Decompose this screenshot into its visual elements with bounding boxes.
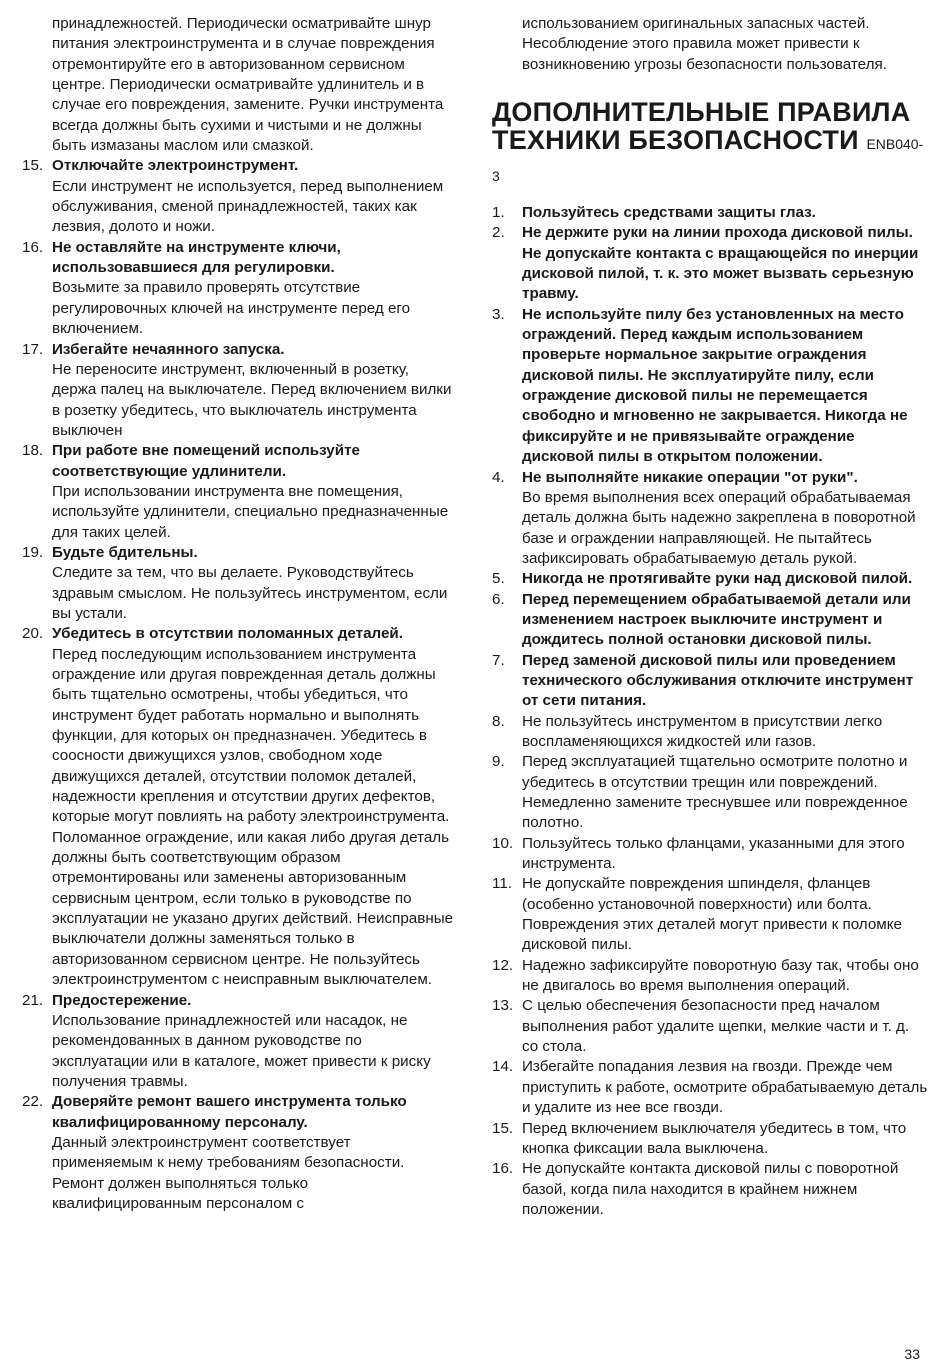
item-body — [522, 203, 928, 223]
heading-line-1: ДОПОЛНИТЕЛЬНЫЕ ПРАВИЛА — [492, 97, 911, 128]
item-text: Во время выполнения всех операций обрабатываемая деталь должна быть надежно закреплена в поворотной базе и ограждении направляющей. Не пытайтесь зафиксировать обрабатываемую деталь рукой. — [522, 488, 916, 567]
item-body — [522, 712, 928, 753]
list-item — [22, 156, 454, 237]
item-text: С целью обеспечения безопасности пред началом выполнения работ удалите щепки, мелкие части и т. д. со стола. — [522, 997, 910, 1056]
item-number: 3. — [492, 305, 505, 323]
list-item — [22, 340, 454, 442]
item-body — [52, 543, 454, 624]
item-bold-title: Убедитесь в отсутствии поломанных деталей. — [52, 625, 403, 643]
item-number: 6. — [492, 590, 505, 608]
item-number: 19. — [22, 543, 44, 561]
item-body — [522, 996, 928, 1057]
item-number: 16. — [492, 1160, 514, 1178]
item-bold-title: Доверяйте ремонт вашего инструмента только квалифицированному персоналу. — [52, 1093, 407, 1131]
item-bold-title: Не выполняйте никакие операции "от руки". — [522, 468, 858, 486]
item-text: Использование принадлежностей или насадок, не рекомендованных в данном руководстве по эксплуатации или в каталоге, может привести к риску получения травмы. — [52, 1011, 431, 1090]
item-number: 1. — [492, 204, 505, 222]
item-bold-title: Перед заменой дисковой пилы или проведением технического обслуживания отключите инструмент от сети питания. — [522, 651, 914, 710]
item-number: 2. — [492, 224, 505, 242]
item-text: Следите за тем, что вы делаете. Руководствуйтесь здравым смыслом. Не пользуйтесь инструментом, если вы устали. — [52, 564, 448, 622]
item-text: Избегайте попадания лезвия на гвозди. Прежде чем приступить к работе, осмотрите обрабатываемую деталь и удалите из нее все гвозди. — [522, 1058, 928, 1117]
item-body — [52, 441, 454, 543]
item-text: Пользуйтесь только фланцами, указанными для этого инструмента. — [522, 834, 905, 873]
list-item — [492, 996, 928, 1057]
item-number: 11. — [492, 875, 512, 893]
item-bold-title: Будьте бдительны. — [52, 543, 198, 561]
list-item — [492, 203, 928, 223]
item-bold-title: При работе вне помещений используйте соответствующие удлинители. — [52, 442, 360, 480]
item-bold-title: Не держите руки на линии прохода дисковой пилы. Не допускайте контакта с вращающейся по инерции дисковой пилой, т. к. это может вызвать серьезную травму. — [522, 224, 919, 303]
item-number: 12. — [492, 956, 514, 974]
heading-code: ENB040-3 — [492, 136, 924, 185]
left-intro-paragraph: принадлежностей. Периодически осматривайте шнур питания электроинструмента и в случае повреждения отремонтируйте его в авторизованном сервисном центре. Периодически осматривайте удлинитель и в случае его повреждения, замените. Ручки инструмента всегда должны быть сухими и чистыми и не должны быть измазаны маслом или смазкой. — [52, 15, 444, 155]
item-number: 22. — [22, 1093, 44, 1111]
list-item — [492, 956, 928, 997]
item-number: 4. — [492, 468, 505, 486]
item-body — [522, 223, 928, 304]
list-item — [492, 752, 928, 833]
item-number: 21. — [22, 991, 44, 1009]
item-text: Не допускайте повреждения шпинделя, фланцев (особенно установочной поверхности) или болта. Повреждения этих деталей могут привести к поломке дисковой пилы. — [522, 875, 902, 954]
item-body — [522, 651, 928, 712]
item-text: Не переносите инструмент, включенный в розетку, держа палец на выключателе. Перед включением вилки в розетку убедитесь, что выключатель инструмента выключен — [52, 360, 452, 439]
item-number: 10. — [492, 834, 514, 852]
list-item — [492, 874, 928, 955]
item-text: Надежно зафиксируйте поворотную базу так, чтобы оно не двигалось во время выполнения операций. — [522, 956, 919, 995]
item-bold-title: Отключайте электроинструмент. — [52, 157, 299, 175]
item-body — [522, 956, 928, 997]
list-item — [492, 834, 928, 875]
list-item — [492, 590, 928, 651]
item-body — [52, 156, 454, 237]
list-item — [22, 441, 454, 543]
list-item — [492, 712, 928, 753]
item-text: Перед включением выключателя убедитесь в том, что кнопка фиксации вала выключена. — [522, 1119, 907, 1157]
heading-line-2: ТЕХНИКИ БЕЗОПАСНОСТИ — [492, 125, 859, 156]
item-number: 13. — [492, 997, 514, 1015]
item-body — [52, 624, 454, 990]
item-number: 18. — [22, 442, 44, 460]
item-body — [522, 834, 928, 875]
item-text: Данный электроинструмент соответствует применяемым к нему требованиям безопасности. Ремонт должен выполняться только квалифицированным персоналом с — [52, 1133, 405, 1212]
item-text: Если инструмент не используется, перед выполнением обслуживания, сменой принадлежностей, таких как лезвия, долото и ножи. — [52, 177, 444, 236]
section-heading — [492, 98, 928, 190]
list-item — [492, 468, 928, 570]
item-bold-title: Никогда не протягивайте руки над дисковой пилой. — [522, 570, 913, 588]
item-body — [522, 468, 928, 570]
item-number: 7. — [492, 651, 505, 669]
item-body — [522, 752, 928, 833]
item-body — [522, 1057, 928, 1118]
item-number: 20. — [22, 625, 44, 643]
list-item — [492, 223, 928, 304]
item-text: Перед эксплуатацией тщательно осмотрите полотно и убедитесь в отсутствии трещин или повреждений. Немедленно замените треснувшее или поврежденное полотно. — [522, 753, 908, 832]
right-list — [492, 203, 928, 1220]
list-item — [492, 1159, 928, 1220]
item-bold-title: Избегайте нечаянного запуска. — [52, 340, 285, 358]
item-text: Не пользуйтесь инструментом в присутствии легко воспламеняющихся жидкостей или газов. — [522, 712, 883, 750]
item-body — [52, 238, 454, 340]
list-item — [22, 238, 454, 340]
right-column — [492, 14, 928, 1220]
item-number: 9. — [492, 753, 505, 771]
right-intro-paragraph: использованием оригинальных запасных частей. Несоблюдение этого правила может привести к возникновению угрозы безопасности пользователя. — [522, 15, 887, 73]
item-number: 14. — [492, 1058, 514, 1076]
item-body — [52, 991, 454, 1093]
item-bold-title: Не используйте пилу без установленных на место ограждений. Перед каждым использованием проверьте нормальное закрытие ограждения дисковой пилы. Не эксплуатируйте пилу, если ограждение дисковой пилы не перемещается свободно и мгновенно не закрывается. Никогда не фиксируйте и не привязывайте ограждение дисковой пилы в открытом положении. — [522, 305, 908, 466]
list-item — [22, 1092, 454, 1214]
left-column — [22, 14, 454, 1214]
item-text: Возьмите за правило проверять отсутствие регулировочных ключей на инструменте перед его включением. — [52, 279, 411, 338]
item-body — [52, 1092, 454, 1214]
item-bold-title: Предостережение. — [52, 991, 192, 1009]
item-number: 15. — [22, 157, 44, 175]
item-body — [522, 305, 928, 468]
list-item — [22, 624, 454, 990]
page-number: 33 — [904, 1346, 920, 1362]
item-body — [522, 1119, 928, 1160]
item-text: Не допускайте контакта дисковой пилы с поворотной базой, когда пила находится в крайнем нижнем положении. — [522, 1160, 899, 1218]
list-item — [492, 1057, 928, 1118]
item-text: Перед последующим использованием инструмента ограждение или другая поврежденная деталь должны быть тщательно осмотрены, чтобы убедиться, что инструмент будет работать нормально и выполнять функции, для которых он предназначен. Убедитесь в соосности движущихся узлов, свободном ходе движущихся деталей, отсутствии поломок деталей, надежности крепления и отсутствии других дефектов, которые могут повлиять на работу электроинструмента. Поломанное ограждение, или какая либо другая деталь должны быть соответствующим образом отремонтированы или заменены авторизованным сервисным центром, если только в руководстве по эксплуатации не указано других действий. Неисправные выключатели должны заменяться только в авторизованном сервисном центре. Не пользуйтесь электроинструментом с неисправным выключателем. — [52, 645, 454, 989]
left-list — [22, 156, 454, 1214]
item-body — [522, 874, 928, 955]
list-item — [492, 651, 928, 712]
list-item — [22, 991, 454, 1093]
item-body — [522, 1159, 928, 1220]
item-number: 8. — [492, 712, 505, 730]
item-bold-title: Перед перемещением обрабатываемой детали или изменением настроек выключите инструмент и дождитесь полной остановки дисковой пилы. — [522, 590, 911, 649]
item-body — [522, 569, 928, 589]
list-item — [22, 543, 454, 624]
item-number: 5. — [492, 570, 505, 588]
item-number: 17. — [22, 340, 44, 358]
item-text: При использовании инструмента вне помещения, используйте удлинители, специально предназначенные для таких целей. — [52, 482, 449, 541]
item-body — [52, 340, 454, 442]
item-bold-title: Пользуйтесь средствами защиты глаз. — [522, 204, 816, 222]
list-item — [492, 305, 928, 468]
list-item — [492, 569, 928, 589]
item-number: 15. — [492, 1119, 514, 1137]
item-body — [522, 590, 928, 651]
item-number: 16. — [22, 238, 44, 256]
item-bold-title: Не оставляйте на инструменте ключи, использовавшиеся для регулировки. — [52, 238, 341, 277]
list-item — [492, 1119, 928, 1160]
